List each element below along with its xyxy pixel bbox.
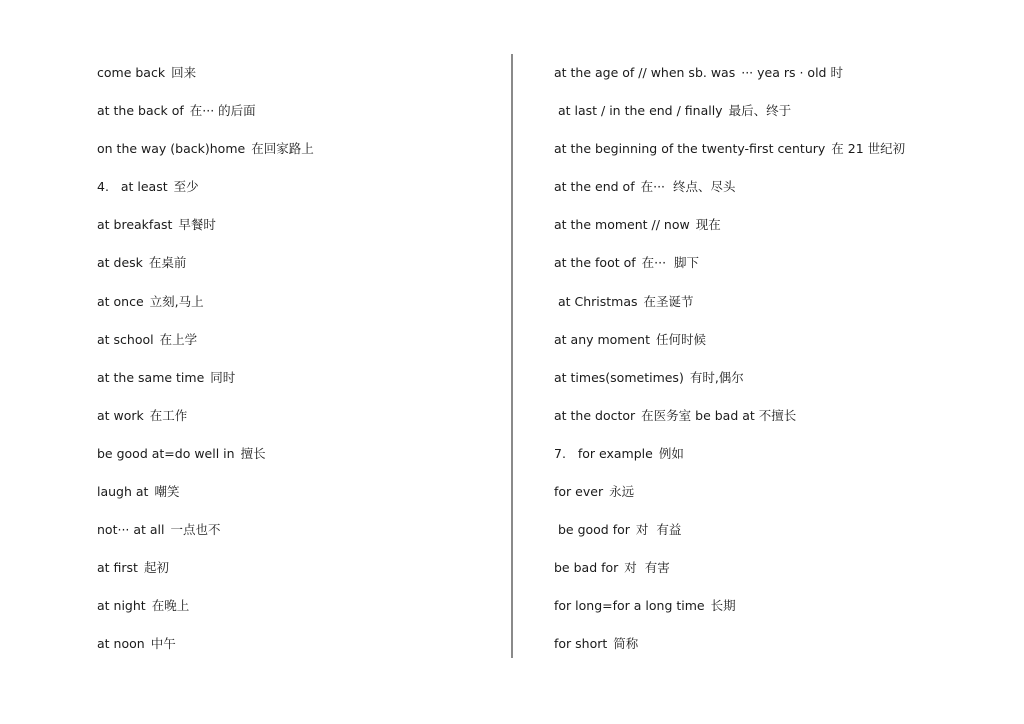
chinese-meaning: 一点也不 (170, 522, 221, 538)
list-item (554, 556, 974, 594)
list-item (554, 480, 974, 518)
list-item (97, 366, 497, 404)
list-item (97, 518, 497, 556)
english-phrase: at first (97, 560, 138, 576)
chinese-meaning: ··· yea rs · old 时 (741, 65, 843, 80)
chinese-meaning: 在上学 (159, 331, 198, 347)
chinese-meaning: 在··· 脚下 (641, 255, 700, 271)
list-item (97, 213, 497, 251)
english-phrase: at the same time (97, 369, 205, 385)
english-phrase: be bad for (554, 560, 619, 576)
english-phrase: at desk (97, 255, 143, 271)
chinese-meaning: 永远 (609, 484, 635, 500)
english-phrase: at the beginning of the twenty-first century (554, 141, 826, 157)
list-item (97, 290, 497, 328)
english-phrase: at times(sometimes) (554, 369, 684, 385)
chinese-meaning: 至少 (173, 179, 199, 195)
english-phrase: at breakfast (97, 217, 173, 233)
chinese-meaning: 对 有害 (624, 560, 670, 576)
english-phrase: be good at=do well in (97, 445, 235, 461)
list-item (554, 366, 974, 404)
chinese-meaning: 在工作 (149, 407, 188, 423)
list-item (554, 61, 974, 99)
english-phrase: at once (97, 293, 144, 309)
english-phrase: at noon (97, 636, 145, 652)
chinese-meaning: 起初 (143, 560, 169, 576)
english-phrase: at the foot of (554, 255, 636, 271)
english-phrase: at the end of (554, 179, 635, 195)
chinese-meaning: 现在 (695, 217, 721, 233)
chinese-meaning: 立刻,马上 (149, 293, 204, 309)
english-phrase: at school (97, 331, 154, 347)
list-item (554, 137, 974, 175)
list-item (97, 594, 497, 632)
chinese-meaning: 在桌前 (148, 255, 187, 271)
english-phrase: at the age of // when sb. was (554, 65, 736, 80)
chinese-meaning: 在圣诞节 (643, 293, 694, 309)
english-phrase: for short (554, 636, 608, 652)
english-phrase: at work (97, 407, 144, 423)
chinese-meaning: 简称 (613, 636, 639, 652)
english-phrase: at night (97, 598, 146, 614)
list-item (554, 328, 974, 366)
list-item (97, 61, 497, 99)
english-phrase: 7. for example (554, 445, 653, 461)
chinese-meaning: 在··· 终点、尽头 (640, 179, 736, 195)
right-column (554, 61, 974, 671)
chinese-meaning: 在 21 世纪初 (831, 141, 906, 157)
list-item (554, 251, 974, 289)
list-item (97, 328, 497, 366)
chinese-meaning: 回来 (171, 65, 197, 80)
chinese-meaning: 早餐时 (178, 217, 216, 233)
list-item (554, 404, 974, 442)
list-item (97, 632, 497, 670)
list-item (554, 213, 974, 251)
list-item (97, 556, 497, 594)
english-phrase: not··· at all (97, 522, 165, 538)
chinese-meaning: 擅长 (240, 445, 266, 461)
list-item (97, 99, 497, 137)
chinese-meaning: 在··· 的后面 (189, 103, 256, 119)
english-phrase: at any moment (554, 331, 651, 347)
chinese-meaning: 最后、终于 (728, 103, 792, 119)
chinese-meaning: 对 有益 (635, 522, 682, 538)
chinese-meaning: 例如 (658, 445, 684, 461)
chinese-meaning: 任何时候 (656, 331, 707, 347)
english-phrase: on the way (back)home (97, 141, 246, 157)
list-item (554, 632, 974, 670)
english-phrase: at Christmas (554, 293, 638, 309)
list-item (554, 290, 974, 328)
english-phrase: 4. at least (97, 179, 168, 195)
list-item (97, 404, 497, 442)
list-item (554, 175, 974, 213)
english-phrase: at the moment // now (554, 217, 690, 233)
left-column (97, 61, 497, 671)
list-item (97, 175, 497, 213)
list-item (554, 594, 974, 632)
english-phrase: at the back of (97, 103, 184, 119)
english-phrase: come back (97, 65, 166, 80)
chinese-meaning: 嘲笑 (154, 484, 180, 500)
list-item (554, 99, 974, 137)
english-phrase: for long=for a long time (554, 598, 705, 614)
list-item (554, 442, 974, 480)
chinese-meaning: 长期 (710, 598, 736, 614)
chinese-meaning: 中午 (150, 636, 176, 652)
english-phrase: laugh at (97, 484, 149, 500)
english-phrase: at last / in the end / finally (554, 103, 723, 119)
chinese-meaning: 在医务室 be bad at 不擅长 (641, 407, 797, 423)
chinese-meaning: 在晚上 (151, 598, 190, 614)
chinese-meaning: 有时,偶尔 (689, 369, 744, 385)
chinese-meaning: 同时 (210, 369, 236, 385)
english-phrase: be good for (554, 522, 630, 538)
chinese-meaning: 在回家路上 (251, 141, 314, 157)
english-phrase: for ever (554, 484, 604, 500)
list-item (97, 480, 497, 518)
english-phrase: at the doctor (554, 407, 636, 423)
list-item (97, 251, 497, 289)
list-item (97, 442, 497, 480)
column-divider (511, 54, 513, 658)
list-item (97, 137, 497, 175)
list-item (554, 518, 974, 556)
